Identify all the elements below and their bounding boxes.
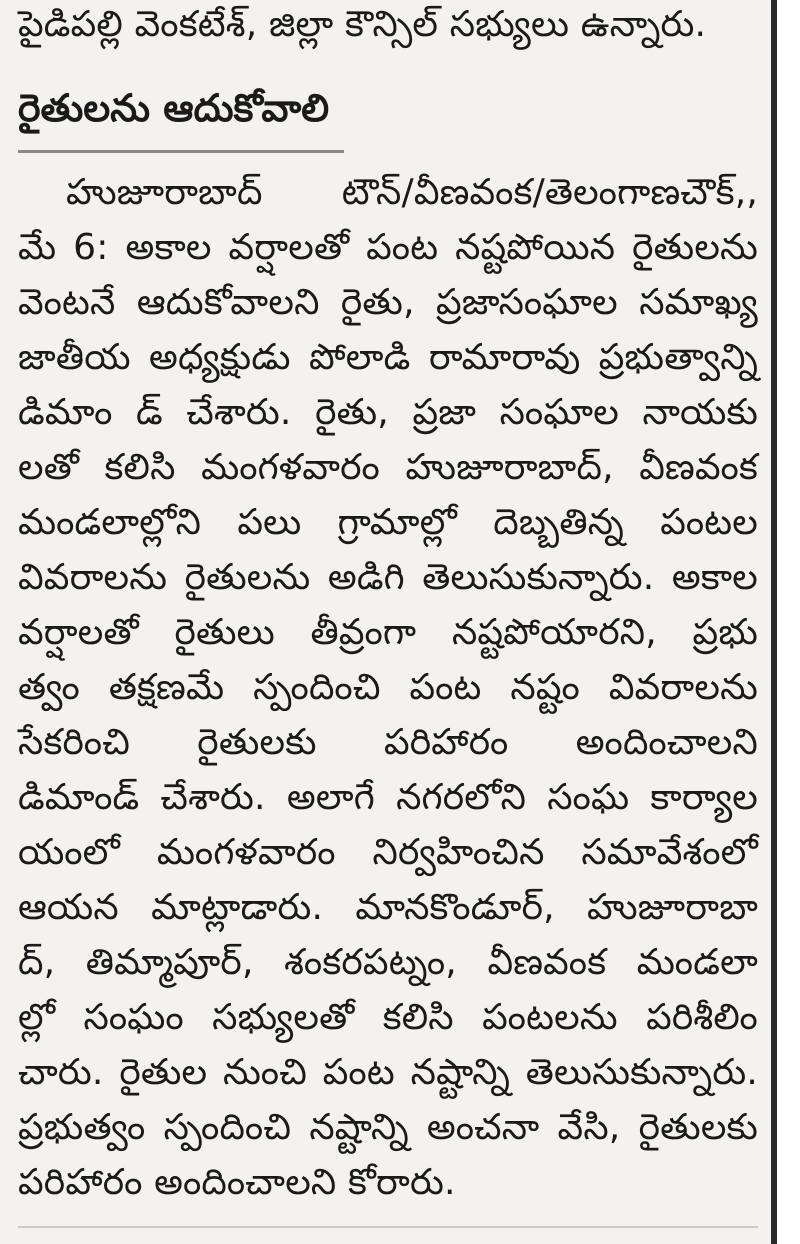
body-line: లతో కలిసి మంగళవారం హుజూరాబాద్, వీణవంక bbox=[18, 447, 758, 488]
body-line: డిమాం డ్ చేశారు. రైతు, ప్రజా సంఘాల నాయకు bbox=[18, 392, 758, 433]
body-line: వర్షాలతో రైతులు తీవ్రంగా నష్టపోయారని, ప్రభు bbox=[18, 612, 758, 653]
body-line: మే 6: అకాల వర్షాలతో పంట నష్టపోయిన రైతులను bbox=[18, 227, 758, 268]
bottom-divider bbox=[18, 1226, 758, 1228]
previous-article-last-line: పైడిపల్లి వెంకటేశ్, జిల్లా కౌన్సిల్ సభ్యులు ఉన్నారు. bbox=[18, 4, 707, 45]
body-line: వెంటనే ఆదుకోవాలని రైతు, ప్రజాసంఘాల సమాఖ్య bbox=[18, 282, 758, 323]
body-line-last: పరిహారం అందించాలని కోరారు. bbox=[18, 1162, 456, 1203]
article-headline: రైతులను ఆదుకోవాలి bbox=[18, 86, 330, 130]
body-line: సేకరించి రైతులకు పరిహారం అందించాలని bbox=[18, 722, 758, 763]
body-line: జాతీయ అధ్యక్షుడు పోలాడి రామారావు ప్రభుత్వాన్ని bbox=[18, 337, 758, 378]
column-divider bbox=[771, 0, 777, 1244]
body-line: చారు. రైతుల నుంచి పంట నష్టాన్ని తెలుసుకున్నారు. bbox=[18, 1052, 758, 1093]
body-line: మండలాల్లోని పలు గ్రామాల్లో దెబ్బతిన్న పంటల bbox=[18, 502, 758, 543]
body-line: ద్, తిమ్మాపూర్, శంకరపట్నం, వీణవంక మండలా bbox=[18, 942, 758, 983]
body-line: యంలో మంగళవారం నిర్వహించిన సమావేశంలో bbox=[18, 832, 758, 873]
body-line: హుజూరాబాద్ టౌన్/వీణవంక/తెలంగాణచౌక్,, bbox=[66, 172, 758, 213]
body-line: ఆయన మాట్లాడారు. మానకొండూర్, హుజూరాబా bbox=[18, 887, 758, 928]
body-line: త్వం తక్షణమే స్పందించి పంట నష్టం వివరాలను bbox=[18, 667, 758, 708]
body-line: డిమాండ్ చేశారు. అలాగే నగరలోని సంఘ కార్యాల bbox=[18, 777, 758, 818]
body-line: ల్లో సంఘం సభ్యులతో కలిసి పంటలను పరిశీలిం bbox=[18, 997, 758, 1038]
adjacent-column bbox=[777, 0, 800, 1244]
headline-underline bbox=[18, 150, 344, 153]
body-line: ప్రభుత్వం స్పందించి నష్టాన్ని అంచనా వేసి, రైతులకు bbox=[18, 1107, 758, 1148]
body-line: వివరాలను రైతులను అడిగి తెలుసుకున్నారు. అకాల bbox=[18, 557, 758, 598]
